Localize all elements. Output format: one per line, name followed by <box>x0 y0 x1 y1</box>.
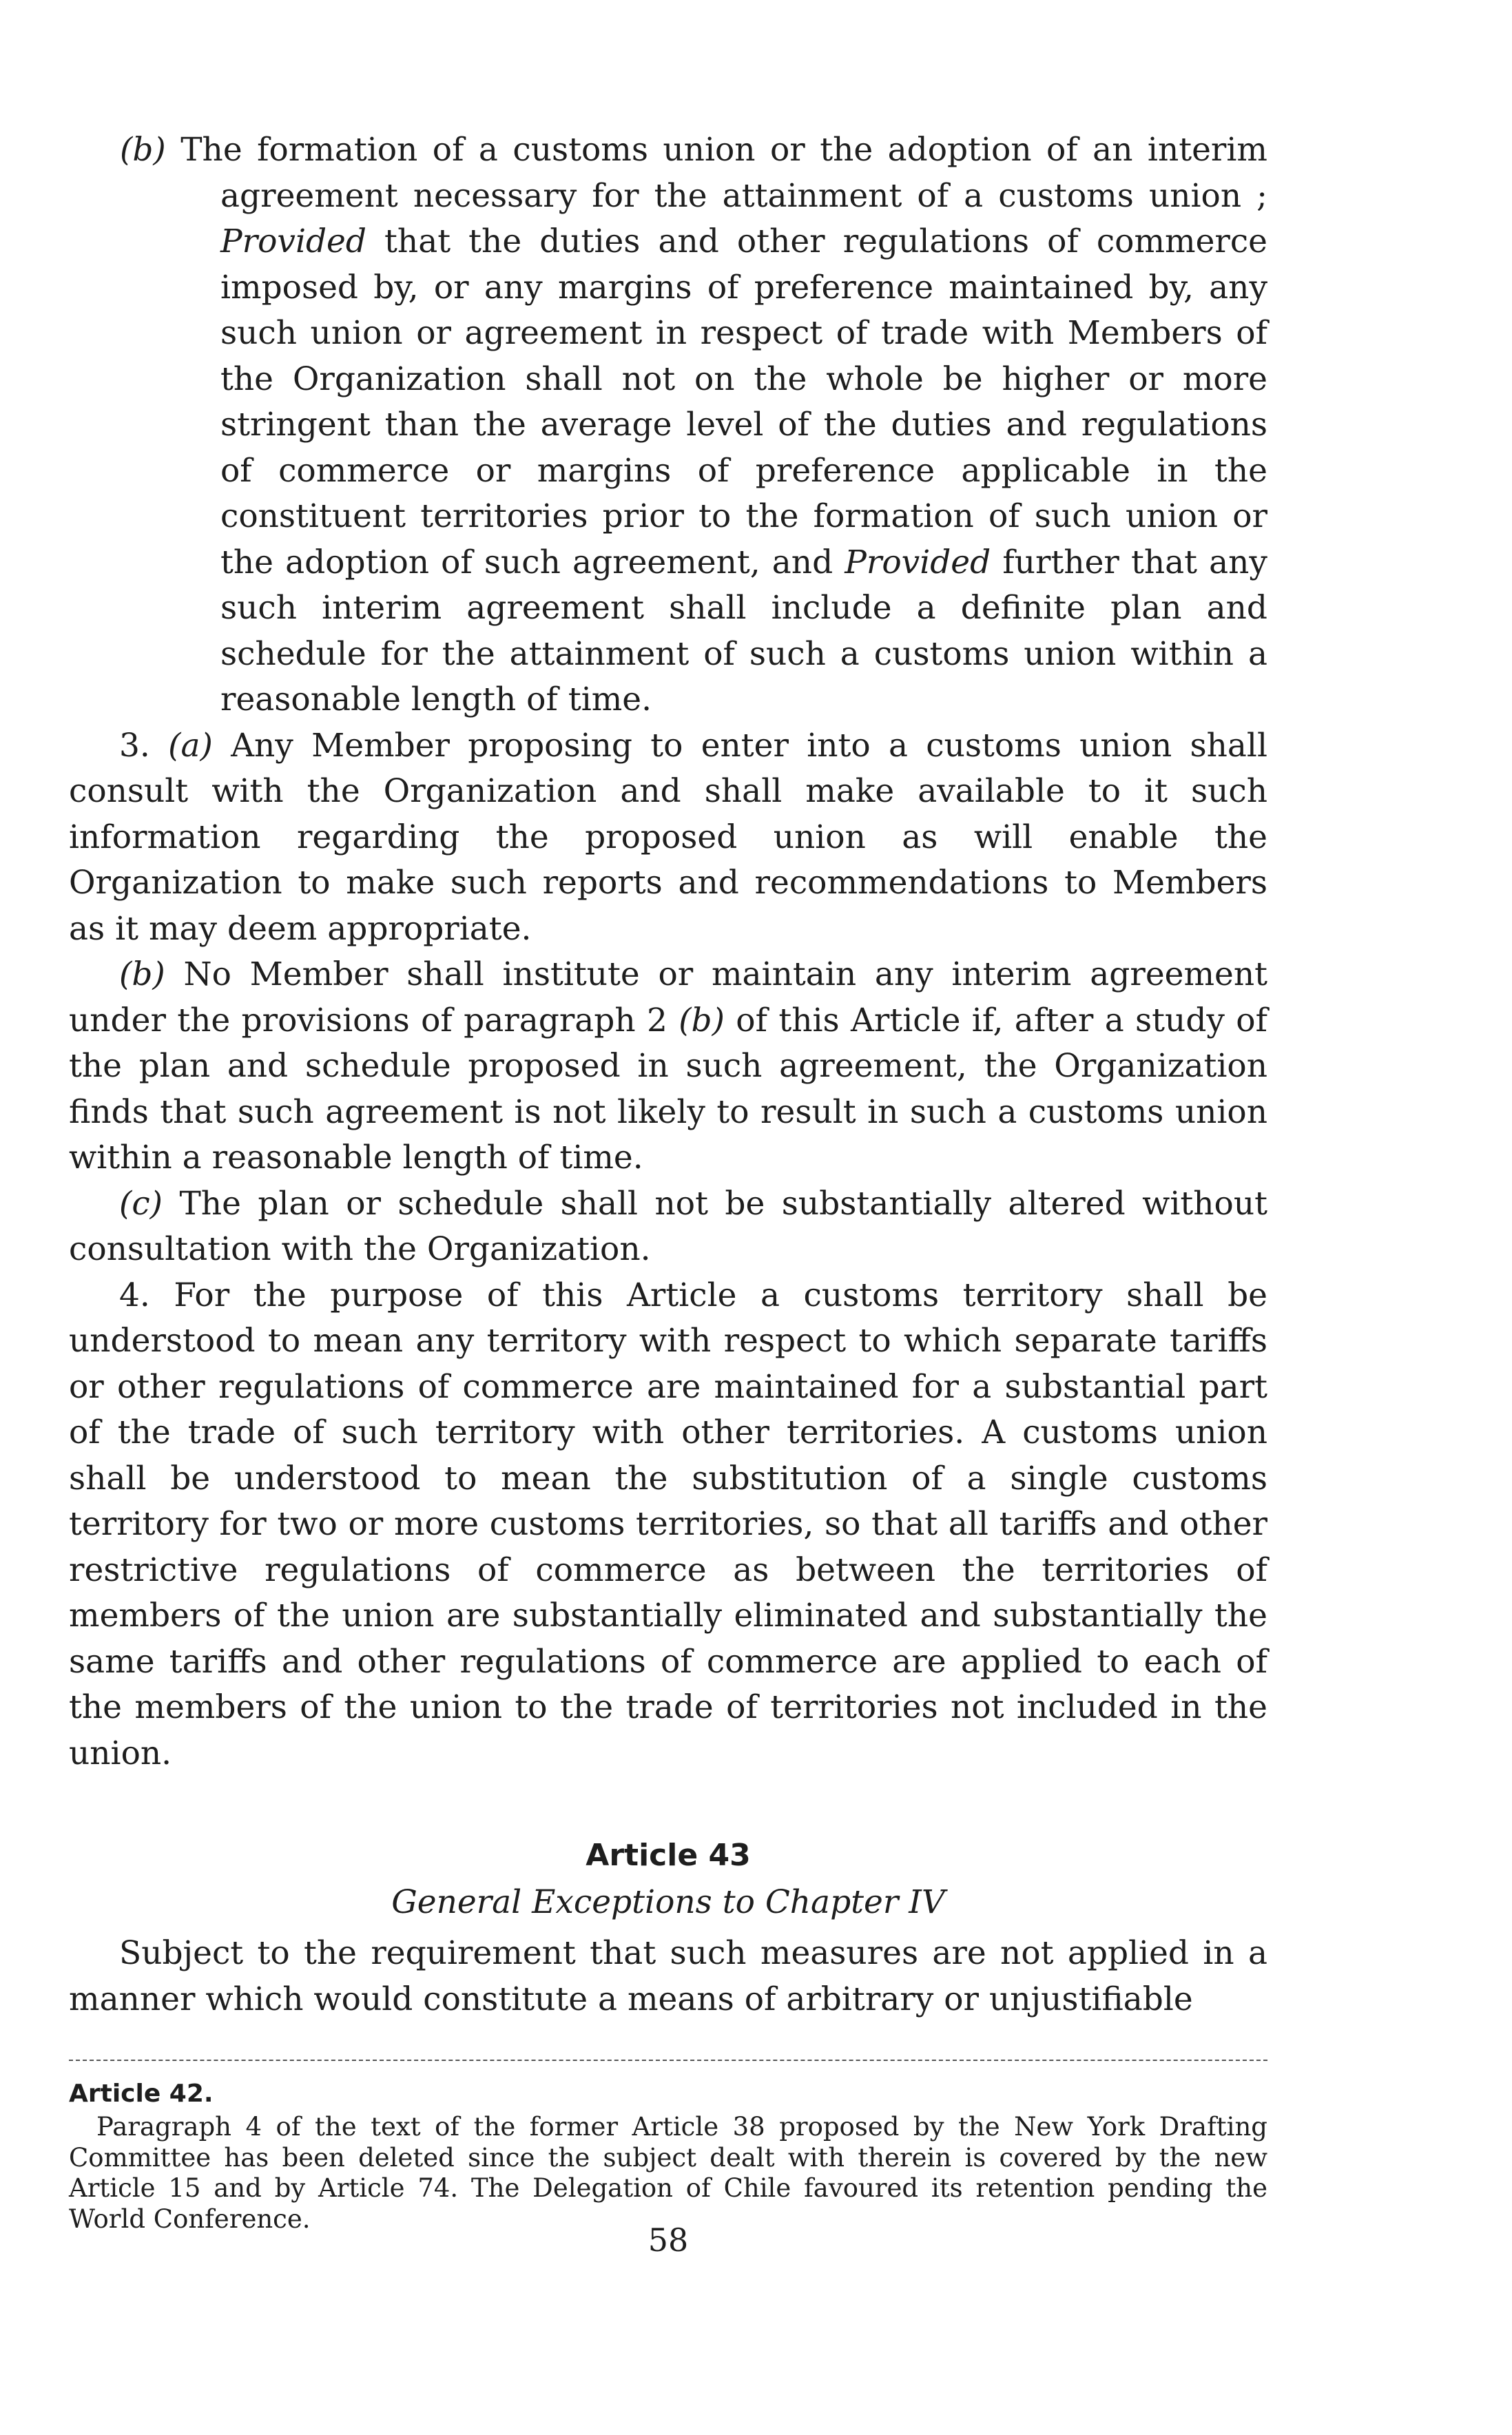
article-43-text: Subject to the requirement that such measures are not applied in a manner which would constitute a means of arbitrary or unjustifiable <box>69 1934 1267 2018</box>
paragraph-number: 4. <box>119 1276 150 1314</box>
page-number: 58 <box>648 2221 689 2259</box>
paragraph-4: 4. For the purpose of this Article a customs territory shall be understood to mean any territory with respect to which separate tariffs or other regulations of commerce are maintained for a substantial part of the trade of such territory with other territories. A customs union shall be understood to mean the substitution of a single customs territory for two or more customs territories, so that all tariffs and other restrictive regulations of commerce as between the territories of members of the union are substantially eliminated and substantially the same tariffs and other regulations of commerce are applied to each of the members of the union to the trade of territories not included in the union. <box>69 1276 1267 1772</box>
article-43-heading: Article 43 <box>586 1838 751 1873</box>
footnote-heading: Article 42. <box>69 2080 214 2108</box>
paragraph-3b: (b) No Member shall institute or maintain any interim agreement under the provisions of paragraph 2 (b) of this Article if, after a study of the plan and schedule proposed in such agreement, the Organization finds that such agreement is not likely to result in such a customs union within a reasonable length of time. <box>69 955 1267 1177</box>
paragraph-3a: 3. (a) Any Member proposing to enter into a customs union shall consult with the Organization and shall make available to it such information regarding the proposed union as will enable the Organization to make such reports and recommendations to Members as it may deem appropriate. <box>69 726 1267 948</box>
document-page <box>69 127 1267 2235</box>
paragraph-3c: (c) The plan or schedule shall not be substantially altered without consultation with the Organization. <box>69 1184 1267 1268</box>
provided-term: Provided <box>845 543 991 581</box>
footnote-text: Paragraph 4 of the text of the former Article 38 proposed by the New York Drafting Committee has been deleted since the subject dealt with therein is covered by the new Article 15 and by Article 74. The Delegation of Chile favoured its retention pending the World Conference. <box>69 2112 1267 2234</box>
paragraph-number: 3. <box>119 726 150 765</box>
footnote-divider <box>69 2060 1267 2061</box>
paragraph-2b: (b) The formation of a customs union or the adoption of an interim agreement necessary for the attainment of a customs union ; Provided that the duties and other regulations of commerce imposed by, or any margins of preference maintained by, any such union or agreement in respect of trade with Members of the Organization shall not on the whole be higher or more stringent than the average level of the duties and regulations of commerce or margins of preference applicable in the constituent territories prior to the formation of such union or the adoption of such agreement, and Provided further that any such interim agreement shall include a definite plan and schedule for the attainment of such a customs union within a reasonable length of time. <box>120 131 1267 718</box>
label-2b: (b) <box>120 131 166 169</box>
article-43-subtitle: General Exceptions to Chapter IV <box>391 1883 945 1921</box>
provided-term: Provided <box>220 222 366 260</box>
